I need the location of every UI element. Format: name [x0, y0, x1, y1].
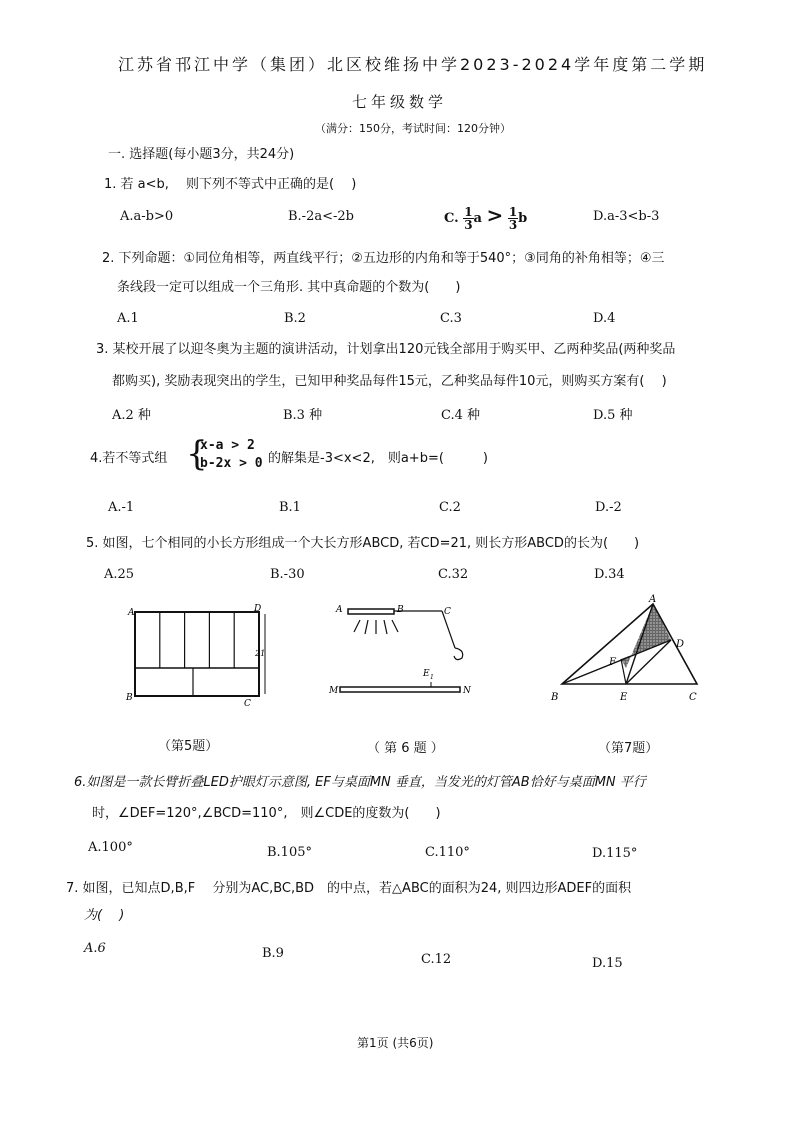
q6-option-c: C.110°	[425, 845, 470, 860]
question-6-line1: 6.如图是一款长臂折叠LED护眼灯示意图, EF与桌面MN 垂直，当发光的灯管AB恰好与桌面MN 平行	[74, 775, 646, 790]
label-c: C	[689, 692, 697, 703]
q3-option-b: B.3 种	[283, 408, 323, 423]
label-f: F	[609, 657, 616, 668]
q7-option-a: A.6	[84, 941, 106, 956]
label-n: N	[463, 686, 471, 696]
q6-option-b: B.105°	[267, 845, 312, 860]
q2-option-c: C.3	[440, 311, 462, 326]
q6-option-d: D.115°	[592, 846, 638, 861]
question-4-tail: 的解集是-3<x<2, 则a+b=( )	[268, 451, 488, 466]
question-2-line1: 2. 下列命题：①同位角相等，两直线平行；②五边形的内角和等于540°；③同角的补角相等；④三	[102, 251, 665, 266]
q1-option-c: C. $\frac{1}{3}$ a > $\frac{1}{3}$ b	[444, 203, 528, 232]
question-7-line1: 7. 如图，已知点D,B,F 分别为AC,BC,BD 的中点，若△ABC的面积为24, 则四边形ADEF的面积	[66, 881, 632, 896]
q7-option-d: D.15	[592, 956, 623, 971]
light-ray	[365, 620, 368, 634]
label-c: C	[444, 607, 451, 617]
question-4-number-prefix: 4.若不等式组	[90, 451, 168, 466]
subject-title: 七年级数学	[352, 93, 448, 111]
exam-info: （满分：150分，考试时间：120分钟）	[315, 122, 511, 135]
fraction: $\frac{1}{3}$	[464, 205, 473, 232]
outer-rectangle	[135, 612, 259, 696]
q7-option-c: C.12	[421, 952, 452, 967]
question-7-line2: 为( )	[84, 908, 125, 923]
segment-bd	[562, 640, 671, 684]
label-c: C	[244, 699, 251, 709]
label-d: D	[254, 604, 262, 614]
figure-6-led-lamp	[320, 600, 480, 702]
q3-option-a: A.2 种	[112, 408, 151, 423]
light-ray	[384, 620, 387, 634]
q4-option-c: C.2	[439, 500, 461, 515]
question-3-line1: 3. 某校开展了以迎冬奥为主题的演讲活动，计划拿出120元钱全部用于购买甲、乙两种奖品(两种奖品	[96, 342, 676, 357]
question-number: 1.	[104, 177, 117, 192]
question-text: 若 a<b, 则下列不等式中正确的是( )	[120, 177, 357, 192]
inequality-2: b-2x > 0	[200, 456, 263, 471]
q4-option-b: B.1	[279, 500, 301, 515]
inequality-system	[200, 437, 263, 473]
light-ray	[354, 620, 360, 632]
label-b: B	[551, 692, 559, 703]
q1-option-d: D.a-3<b-3	[593, 209, 660, 224]
label-e: E	[423, 669, 430, 679]
label-m: M	[329, 686, 339, 696]
question-6-line2: 时，∠DEF=120°,∠BCD=110°, 则∠CDE的度数为( )	[92, 806, 441, 821]
q1-option-a: A.a-b>0	[120, 209, 174, 224]
q1-option-b: B.-2a<-2b	[288, 209, 354, 224]
fraction: $\frac{1}{3}$	[508, 205, 518, 232]
q5-option-a: A.25	[104, 567, 135, 582]
label-d: D	[676, 639, 685, 650]
q3-option-d: D.5 种	[593, 408, 633, 423]
figure-7-caption: （第7题）	[598, 741, 659, 756]
q2-option-a: A.1	[117, 311, 139, 326]
shaded-quadrilateral	[621, 604, 671, 668]
q5-option-c: C.32	[438, 567, 469, 582]
label-a: A	[649, 594, 657, 605]
q6-option-a: A.100°	[88, 840, 133, 855]
figure-6-caption: （ 第 6 题 ）	[367, 741, 444, 756]
greater-than-sign: >	[486, 203, 504, 227]
q3-option-c: C.4 种	[441, 408, 481, 423]
section-heading: 一. 选择题(每小题3分，共24分)	[108, 147, 295, 162]
label-21: 21	[255, 649, 266, 658]
figure-7-triangle	[545, 592, 715, 704]
label-e: E	[620, 692, 628, 703]
label-subscript: 1	[430, 674, 434, 681]
figure-5-caption: （第5题）	[158, 739, 219, 754]
label-b: B	[397, 605, 404, 615]
light-ray	[392, 620, 398, 632]
q2-option-d: D.4	[593, 311, 616, 326]
q7-option-b: B.9	[262, 946, 284, 961]
question-1	[104, 173, 356, 192]
lamp-tube	[348, 609, 394, 614]
q4-option-a: A.-1	[108, 500, 135, 515]
q5-option-d: D.34	[594, 567, 625, 582]
system-brace: {	[186, 434, 208, 474]
q5-option-b: B.-30	[270, 567, 305, 582]
q4-option-d: D.-2	[595, 500, 622, 515]
label-a: A	[128, 608, 135, 618]
question-5: 5. 如图，七个相同的小长方形组成一个大长方形ABCD, 若CD=21, 则长方形ABCD的长为( )	[86, 536, 640, 551]
question-2-line2: 条线段一定可以组成一个三角形. 其中真命题的个数为( )	[117, 280, 461, 295]
exam-title: 江苏省邗江中学（集团）北区校维扬中学2023-2024学年度第二学期	[118, 55, 708, 74]
question-3-line2: 都购买), 奖励表现突出的学生，已知甲种奖品每件15元，乙种奖品每件10元，则购买方案有( )	[112, 374, 667, 389]
desk-surface	[340, 687, 460, 692]
q2-option-b: B.2	[284, 311, 306, 326]
inequality-1: x-a > 2	[200, 438, 255, 453]
figure-5-rectangles	[120, 602, 280, 710]
lamp-joint	[454, 648, 463, 660]
label-a: A	[336, 605, 343, 615]
page-number: 第1页 (共6页)	[357, 1036, 434, 1050]
label-b: B	[126, 693, 133, 703]
